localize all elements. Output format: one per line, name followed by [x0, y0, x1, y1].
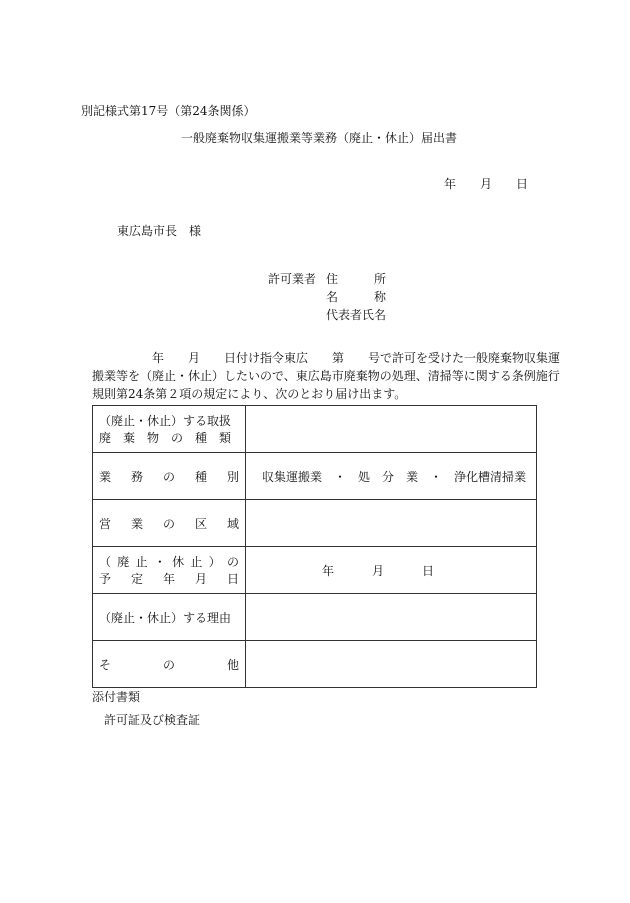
- reason-label: （廃止・休止）する理由: [93, 594, 246, 641]
- notification-table: [92, 405, 537, 688]
- addressee: 東広島市長 様: [117, 224, 202, 238]
- applicant-name-label: 名 称: [326, 290, 386, 304]
- table-row-area: [93, 500, 537, 547]
- waste-type-label: （廃止・休止）する取扱 廃 棄 物 の 種 類: [93, 406, 246, 453]
- date-day: 日: [516, 177, 529, 191]
- business-type-value[interactable]: 収集運搬業 ・ 処 分 業 ・ 浄化槽清掃業: [246, 453, 537, 500]
- area-label: 営 業 の 区 域: [93, 500, 246, 547]
- table-row-other: [93, 641, 537, 688]
- schedule-label: （ 廃 止 ・ 休 止 ） の 予 定 年 月 日: [93, 547, 246, 594]
- table-row-schedule: [93, 547, 537, 594]
- business-type-label: 業 務 の 種 別: [93, 453, 246, 500]
- body-line: 年 月 日付け指令東広 第 号で許可を受けた一般廃棄物収集運: [92, 351, 561, 365]
- body-line: 搬業等を（廃止・休止）したいので、東広島市廃棄物の処理、清掃等に関する条例施行: [92, 369, 560, 383]
- date-month: 月: [480, 177, 493, 191]
- submission-date: [444, 177, 528, 191]
- attachment-item: 許可証及び検査証: [104, 713, 201, 727]
- table-row-waste-type: [93, 406, 537, 453]
- waste-type-value[interactable]: [246, 406, 537, 453]
- applicant-representative-label: 代表者氏名: [326, 308, 387, 322]
- other-label: そ の 他: [93, 641, 246, 688]
- applicant-label: 許可業者: [268, 272, 317, 286]
- body-text: [92, 349, 562, 403]
- table-row-reason: [93, 594, 537, 641]
- form-title: 一般廃棄物収集運搬業等業務（廃止・休止）届出書: [181, 131, 458, 145]
- table-row-business-type: [93, 453, 537, 500]
- schedule-value[interactable]: 年 月 日: [246, 547, 537, 594]
- attachments-label: 添付書類: [92, 690, 141, 704]
- area-value[interactable]: [246, 500, 537, 547]
- applicant-block: [268, 270, 386, 324]
- other-value[interactable]: [246, 641, 537, 688]
- form-number: 別記様式第17号（第24条関係）: [81, 104, 256, 118]
- reason-value[interactable]: [246, 594, 537, 641]
- body-line: 規則第24条第２項の規定により、次のとおり届け出ます。: [92, 387, 407, 401]
- date-year: 年: [444, 177, 457, 191]
- applicant-address-label: 住 所: [326, 272, 386, 286]
